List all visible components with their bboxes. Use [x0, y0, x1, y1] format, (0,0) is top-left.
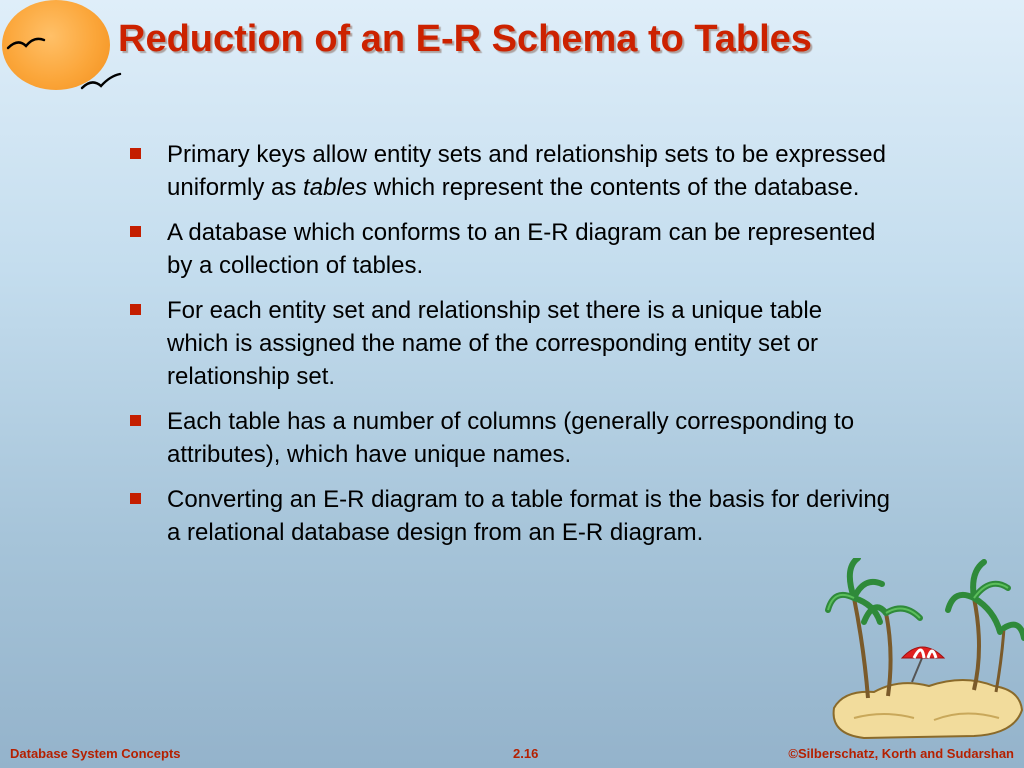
bullet-item: For each entity set and relationship set there is a unique table which is assigned the name of the corresponding entity set or relationship set.: [130, 294, 890, 393]
footer-page-number: 2.16: [513, 746, 539, 761]
seagull-icon: [6, 32, 46, 54]
bullet-item: Primary keys allow entity sets and relationship sets to be expressed uniformly as tables which represent the contents of the database.: [130, 138, 890, 204]
bullet-square-icon: [130, 304, 141, 315]
bullet-item: Converting an E-R diagram to a table format is the basis for deriving a relational database design from an E-R diagram.: [130, 483, 890, 549]
bullet-square-icon: [130, 148, 141, 159]
bullet-square-icon: [130, 415, 141, 426]
bullet-item: A database which conforms to an E-R diagram can be represented by a collection of tables.: [130, 216, 890, 282]
footer-copyright: ©Silberschatz, Korth and Sudarshan: [788, 746, 1014, 761]
bullet-list: [130, 138, 890, 561]
footer-left: Database System Concepts: [10, 746, 181, 761]
bullet-item: Each table has a number of columns (generally corresponding to attributes), which have unique names.: [130, 405, 890, 471]
bullet-square-icon: [130, 493, 141, 504]
slide-title: Reduction of an E-R Schema to Tables: [118, 18, 812, 60]
bullet-square-icon: [130, 226, 141, 237]
seagull-icon: [80, 70, 122, 94]
palm-island-icon: [824, 558, 1024, 748]
